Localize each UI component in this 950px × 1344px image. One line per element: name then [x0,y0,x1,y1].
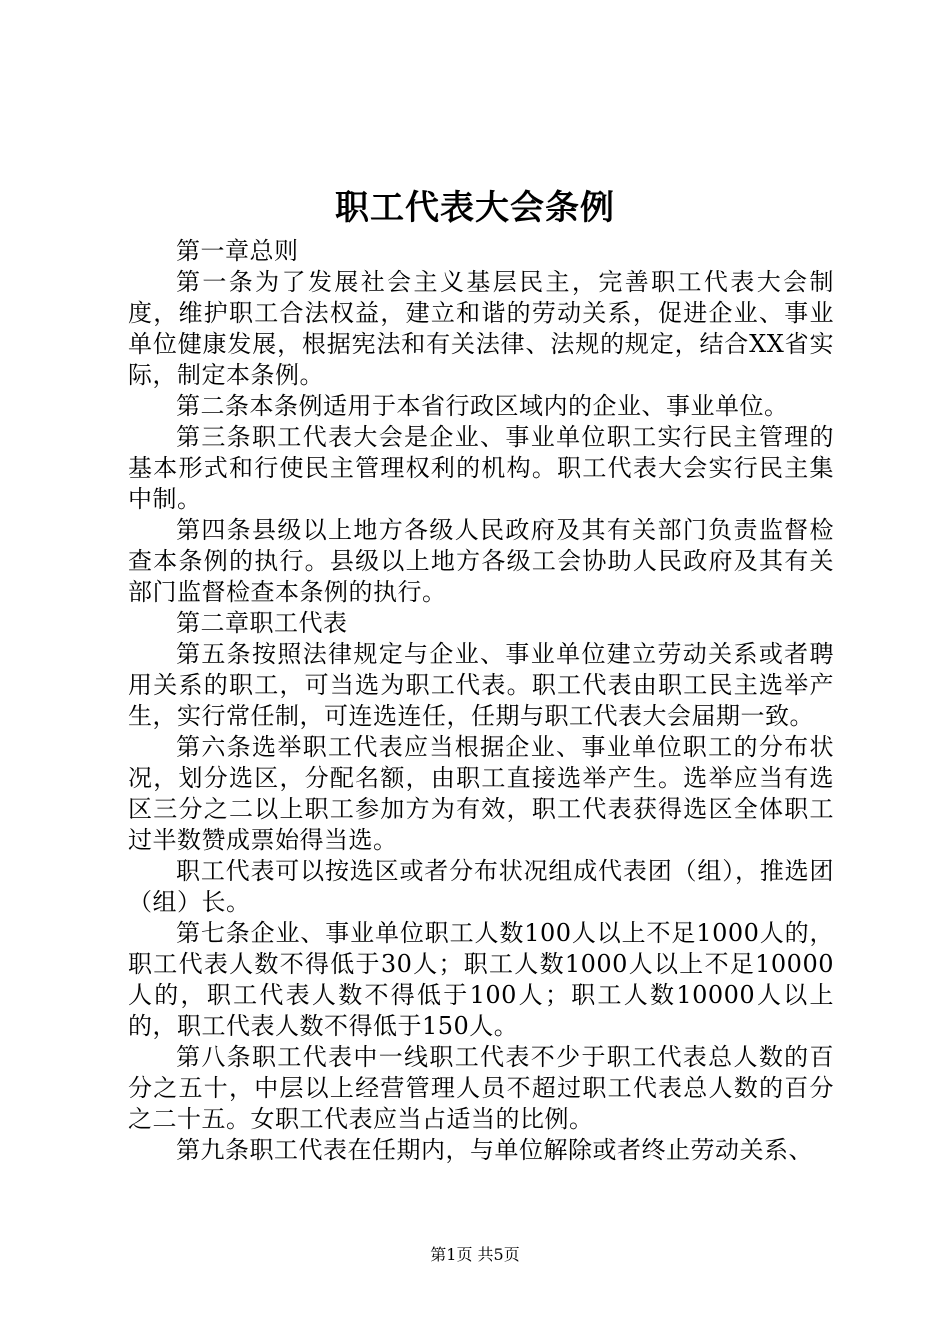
page-footer [0,1244,950,1266]
document-title: 职工代表大会条例 [335,188,615,228]
article-3: 第三条职工代表大会是企业、事业单位职工实行民主管理的基本形式和行使民主管理权利的机构。职工代表大会实行民主集中制。 [128,423,834,513]
article-7: 第七条企业、事业单位职工人数100人以上不足1000人的，职工代表人数不得低于30人；职工人数1000人以上不足10000人的，职工代表人数不得低于100人；职工人数10000人以上的，职工代表人数不得低于150人。 [128,919,834,1040]
article-1: 第一条为了发展社会主义基层民主，完善职工代表大会制度，维护职工合法权益，建立和谐的劳动关系，促进企业、事业单位健康发展，根据宪法和有关法律、法规的规定，结合XX省实际，制定本条例。 [128,268,834,389]
article-4: 第四条县级以上地方各级人民政府及其有关部门负责监督检查本条例的执行。县级以上地方各级工会协助人民政府及其有关部门监督检查本条例的执行。 [128,516,834,606]
page-number: 第1页 共5页 [430,1245,520,1264]
article-6-clause-2: 职工代表可以按选区或者分布状况组成代表团（组），推选团（组）长。 [128,857,834,916]
document-body [128,236,834,1166]
article-5: 第五条按照法律规定与企业、事业单位建立劳动关系或者聘用关系的职工，可当选为职工代表。职工代表由职工民主选举产生，实行常任制，可连选连任，任期与职工代表大会届期一致。 [128,640,834,730]
chapter-heading-1: 第一章总则 [176,237,299,265]
chapter-heading-2: 第二章职工代表 [176,609,348,637]
article-2: 第二条本条例适用于本省行政区域内的企业、事业单位。 [176,392,789,420]
article-8: 第八条职工代表中一线职工代表不少于职工代表总人数的百分之五十，中层以上经营管理人员不超过职工代表总人数的百分之二十五。女职工代表应当占适当的比例。 [128,1043,834,1133]
article-6: 第六条选举职工代表应当根据企业、事业单位职工的分布状况，划分选区，分配名额，由职工直接选举产生。选举应当有选区三分之二以上职工参加方为有效，职工代表获得选区全体职工过半数赞成票始得当选。 [128,733,834,854]
article-9: 第九条职工代表在任期内，与单位解除或者终止劳动关系、 [176,1136,813,1164]
